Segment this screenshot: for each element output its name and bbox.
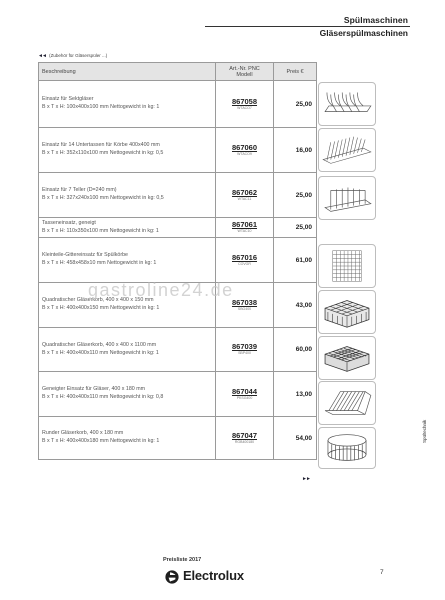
description-cell	[39, 417, 216, 460]
price-list-label: Preisliste 2017	[163, 557, 202, 563]
article-cell	[216, 173, 274, 218]
column-header-article	[216, 63, 274, 81]
price-cell: 43,00	[274, 283, 317, 328]
product-name: Tasseneinsatz, geneigt	[42, 219, 96, 226]
back-link[interactable]	[38, 53, 107, 59]
saucer-insert-icon	[319, 129, 375, 171]
description-cell	[39, 81, 216, 128]
price-cell: 61,00	[274, 238, 317, 283]
square-basket-icon	[319, 291, 375, 333]
model-code: PKSG400	[236, 395, 253, 400]
page-title: Spülmaschinen	[343, 15, 408, 25]
description-cell	[39, 128, 216, 173]
column-header-article-line2: Modell	[236, 71, 253, 78]
model-code: RGB400180	[234, 439, 255, 444]
column-header-article-line1: Art.-Nr. PNC	[229, 65, 260, 72]
article-cell	[216, 328, 274, 372]
table-row	[39, 128, 317, 173]
brand-name: Electrolux	[183, 568, 244, 583]
table-row	[39, 218, 317, 238]
product-image-inclined-glass-insert	[318, 381, 376, 425]
product-dimensions: B x T x H: 100x400x100 mm Nettogewicht in kg: 1	[42, 104, 160, 110]
article-number[interactable]: 867047	[231, 430, 258, 440]
article-cell	[216, 128, 274, 173]
product-dimensions: B x T x H: 400x400x110 mm Nettogewicht in kg: 1	[42, 349, 159, 356]
champagne-insert-icon	[319, 83, 375, 125]
product-dimensions: B x T x H: 400x400x110 mm Nettogewicht in kg: 0,8	[42, 394, 164, 400]
article-number[interactable]: 867062	[231, 187, 258, 197]
model-code: SBP400	[238, 351, 251, 355]
product-dimensions: B x T x H: 400x400x180 mm Nettogewicht in kg: 1	[42, 438, 160, 444]
article-number[interactable]: 867044	[231, 386, 258, 396]
price-cell: 25,00	[274, 218, 317, 238]
product-image-saucer-insert	[318, 128, 376, 172]
article-number[interactable]: 867039	[231, 342, 258, 351]
page-header	[205, 15, 410, 38]
price-cell: 54,00	[274, 417, 317, 460]
product-dimensions: B x T x H: 327x240x100 mm Nettogewicht in kg: 0,5	[42, 195, 164, 201]
product-dimensions: B x T x H: 110x350x100 mm Nettogewicht in kg: 1	[42, 227, 159, 234]
product-name: Quadratischer Gläserkorb, 400 x 400 x 1100 mm	[42, 341, 157, 348]
description-cell	[39, 238, 216, 283]
article-number[interactable]: 867060	[231, 142, 258, 152]
product-table	[38, 62, 317, 460]
product-name: Kleinteile-Gittereinsatz für Spülkörbe	[42, 252, 128, 259]
price-cell: 60,00	[274, 328, 317, 372]
inclined-insert-icon	[319, 382, 375, 424]
price-cell: 25,00	[274, 173, 317, 218]
grid-insert-icon	[319, 245, 375, 287]
section-side-label: Spültechnik	[422, 419, 427, 443]
article-number[interactable]: 867016	[231, 252, 258, 262]
product-image-square-basket-110	[318, 336, 376, 380]
product-name: Einsatz für 7 Teller (D=240 mm)	[42, 187, 117, 194]
product-dimensions: B x T x H: 352x110x100 mm Nettogewicht in kg: 0,5	[42, 150, 164, 156]
plate-insert-icon	[319, 177, 375, 219]
model-code: WTACO9	[237, 151, 252, 156]
product-name: Geneigter Einsatz für Gläser, 400 x 180 mm	[42, 386, 146, 393]
article-cell	[216, 372, 274, 417]
product-name: Runder Gläserkorb, 400 x 180 mm	[42, 430, 124, 437]
article-cell	[216, 238, 274, 283]
watermark: gastroline24.de	[88, 280, 234, 300]
round-basket-icon	[319, 428, 375, 468]
product-name: Einsatz für Sektgläser	[42, 96, 94, 103]
forward-arrows-icon[interactable]: ►►	[302, 476, 310, 482]
product-name: Quadratischer Gläserkorb, 400 x 400 x 150 mm	[42, 297, 154, 304]
model-code: WTAC11	[237, 196, 252, 201]
electrolux-logo-icon	[165, 570, 179, 584]
product-image-grid-insert	[318, 244, 376, 288]
table-row	[39, 238, 317, 283]
column-header-description: Beschreibung	[39, 63, 216, 81]
price-cell: 16,00	[274, 128, 317, 173]
article-number[interactable]: 867038	[231, 297, 258, 307]
product-image-round-basket	[318, 427, 376, 469]
product-dimensions: B x T x H: 458x458x10 mm Nettogewicht in kg: 1	[42, 260, 157, 266]
square-glass-basket-icon	[319, 337, 375, 379]
product-name: Einsatz für 14 Untertassen für Körbe 400x400 mm	[42, 142, 160, 149]
table-row	[39, 328, 317, 372]
article-number[interactable]: 867058	[231, 96, 258, 106]
price-cell: 13,00	[274, 372, 317, 417]
article-cell	[216, 417, 274, 460]
description-cell	[39, 372, 216, 417]
page-number: 7	[380, 569, 384, 576]
column-header-price: Preis €	[274, 63, 317, 81]
article-cell	[216, 218, 274, 238]
back-arrows-icon[interactable]: ◄◄	[38, 53, 46, 59]
article-number[interactable]: 867061	[231, 220, 258, 229]
description-cell	[39, 328, 216, 372]
table-header-row	[39, 63, 317, 81]
article-cell	[216, 81, 274, 128]
model-code: COVGR	[238, 261, 251, 266]
header-divider	[205, 26, 410, 27]
model-code: WTAC10	[237, 229, 252, 233]
product-image-plate-insert	[318, 176, 376, 220]
table-row	[39, 173, 317, 218]
model-code: WTACO7	[237, 105, 252, 110]
back-link-text[interactable]: (Zubehör für Gläserspüler ...)	[49, 53, 108, 58]
product-image-square-basket-150	[318, 290, 376, 334]
description-cell	[39, 218, 216, 238]
product-image-champagne-insert	[318, 82, 376, 126]
page-subtitle: Gläserspülmaschinen	[319, 28, 408, 38]
table-row	[39, 81, 317, 128]
description-cell	[39, 173, 216, 218]
model-code: SBG400	[237, 306, 252, 311]
table-row	[39, 372, 317, 417]
product-dimensions: B x T x H: 400x400x150 mm Nettogewicht in kg: 1	[42, 305, 160, 311]
table-row	[39, 417, 317, 460]
price-cell: 25,00	[274, 81, 317, 128]
